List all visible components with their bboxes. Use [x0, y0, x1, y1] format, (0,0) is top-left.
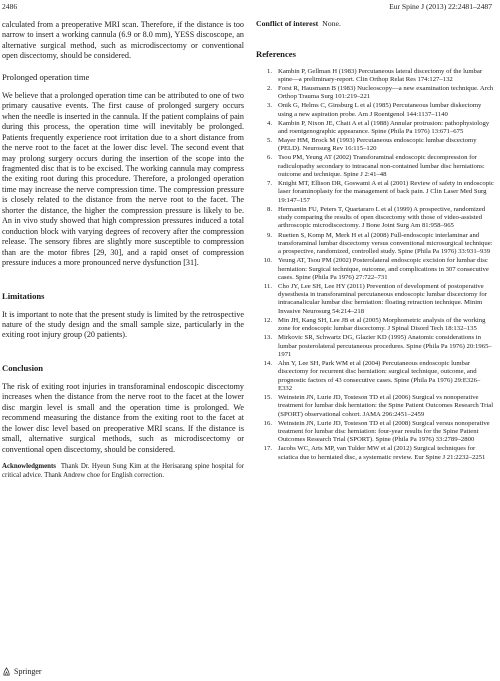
reference-number: 5.: [266, 137, 272, 145]
reference-item: [256, 154, 494, 179]
reference-text: Tsou PM, Yeung AT (2002) Transforaminal endoscopic decompression for radiculopathy secondary to intracanal non-contained lumbar disc herniations: outcome and technique. Spine J 2:41–48: [278, 154, 485, 179]
limitations-heading: Limitations: [2, 290, 45, 301]
reference-list: [256, 68, 494, 462]
reference-number: 12.: [263, 316, 272, 324]
reference-item: [256, 334, 494, 359]
acknowledgments-label: Acknowledgments: [2, 463, 56, 471]
reference-text: Forst R, Hausmann B (1983) Nucleoscopy—a new examination technique. Arch Orthop Trauma Surg 101:219–221: [278, 84, 494, 101]
reference-number: 3.: [266, 102, 272, 110]
citation-31[interactable]: [31]: [183, 258, 197, 268]
reference-text: Ruetten S, Komp M, Merk H et al (2008) Full-endoscopic interlaminar and transforaminal lumbar discectomy versus conventional microsurgical technique: a prospective, randomized, controlled study. Spine (Phila Pa 1976) 33:931–939: [278, 231, 493, 256]
limitations-paragraph: It is important to note that the present study is limited by the retrospective nature of the study design and the small sample size, particularly in the exiting root injury group (20 patients).: [2, 309, 244, 340]
reference-number: 11.: [263, 282, 272, 290]
reference-text: Kambin P, Gellman H (1983) Percutaneous lateral discectomy of the lumbar spine—a preliminary-report. Clin Orthop Relat Res 174:127–132: [278, 67, 483, 83]
reference-item: [256, 360, 494, 393]
page-number: 2486: [2, 2, 18, 11]
prolonged-text-mid: , and a rapid onset of compression pressure induces a more pronounced nerve dysfunction: [2, 247, 244, 268]
reference-text: Cho JY, Lee SH, Lee HY (2011) Prevention of development of postoperative dysesthesia in transforaminal percutaneous endoscopic lumbar discectomy for intracanalicular lumbar disc herniation: floating retraction technique. Minim Invasive Neurosurg 54:214–218: [278, 282, 487, 315]
reference-item: [256, 232, 494, 257]
references-heading: References: [256, 48, 296, 59]
reference-number: 15.: [263, 393, 272, 401]
prolonged-operation-heading: Prolonged operation time: [2, 71, 90, 82]
acknowledgments: [2, 463, 244, 480]
reference-number: 14.: [263, 359, 272, 367]
publisher-name: Springer: [14, 667, 42, 676]
reference-item: [256, 317, 494, 334]
reference-text: Onik G, Helms C, Ginsburg L et al (1985) Percutaneous lumbar diskectomy using a new aspiration probe. Am J Roentgenol 144:1137–1140: [278, 102, 482, 118]
citation-29-30[interactable]: [29, 30]: [93, 247, 122, 257]
running-header: [2, 2, 498, 14]
reference-item: [256, 68, 494, 85]
reference-text: Mirkovic SR, Schwartz DG, Glazier KD (1995) Anatomic considerations in lumbar posterolateral percutaneous procedures. Spine (Phila Pa 1976) 20:1965–1971: [278, 334, 492, 358]
reference-item: [256, 283, 494, 316]
conclusion-paragraph: The risk of exiting root injuries in transforaminal endoscopic discectomy increases when the distance from the nerve root to the facet at the lower disc margin level is small and the operation time is prolonged. We recommend measuring the distance from the exiting root to the facet at the lower disc level based on preoperative MRI scans. If the distance is small, alternative surgical methods, such as microdiscectomy or conventional open discectomy, should be considered.: [2, 381, 244, 454]
reference-item: [256, 137, 494, 154]
acknowledgments-text: Thank Dr. Hyeun Sung Kim at the Herisarang spine hospital for critical advice. Thank Andrew choe for English correction.: [2, 463, 245, 479]
reference-number: 6.: [266, 154, 272, 162]
reference-item: [256, 420, 494, 445]
reference-text: Mayer HM, Brock M (1993) Percutaneous endoscopic lumbar discectomy (PELD). Neurosurg Rev 16:115–120: [278, 137, 477, 153]
reference-number: 10.: [263, 257, 272, 265]
reference-text: Min JH, Kang SH, Lee JB et al (2005) Morphometric analysis of the working zone for endoscopic lumbar discectomy. J Spinal Disord Tech 18:132–135: [278, 316, 486, 333]
publisher-footer: [2, 667, 42, 676]
reference-text: Yeung AT, Tsou PM (2002) Posterolateral endoscopic excision for lumbar disc herniation: Surgical technique, outcome, and complications in 307 consecutive cases. Spine (Phila Pa 1976) 27:722–731: [278, 257, 489, 281]
reference-item: [256, 445, 494, 462]
left-column: [2, 20, 244, 480]
reference-text: Ahn Y, Lee SH, Park WM et al (2004) Percutaneous endoscopic lumbar discectomy for recurrent disc herniation: surgical technique, outcome, and prognostic factors of 43 consecutive cases. Spine (Phila Pa 1976) 29:E326–E332: [278, 359, 481, 392]
reference-text: Knight MT, Ellison DR, Goswami A et al (2001) Review of safety in endoscopic laser foraminoplasty for the management of back pain. J Clin Laser Med Surg 19:147–157: [278, 180, 494, 204]
conflict-text: None.: [322, 19, 341, 28]
prolonged-operation-paragraph: [2, 91, 244, 269]
conflict-of-interest: [256, 20, 494, 29]
reference-number: 2.: [266, 84, 272, 92]
reference-text: Kambin P, Nixon JE, Chait A et al (1988) Annular protrusion: pathophysiology and roentgenographic appearance. Spine (Phila Pa 1976) 13:671–675: [278, 119, 490, 135]
prolonged-text-start: We believe that a prolonged operation time can be attributed to one of two primary causative events. The first cause of prolonged surgery occurs when the needle is inserted in the cannula. If the patient complains of pain during this process, the operation time will inevitably be prolonged. Patients frequently experience root irritation due to a short distance from the nerve root to the facet at the lower disc level. The second event that may prolong surgery occurs during the insertion of the scope into the fragmented disc that is to be excised. The working cannula may compress the exiting root during this procedure. Therefore, a prolonged operation time may increase the nerve compression time. The compression pressure is closely related to the distance from the nerve root to the facet. The shorter the distance, the higher the compression pressure is likely to be. An in vivo study showed that high compression pressures induced a total conduction block with varying degrees of recovery after the compression release. The sensory fibres are slightly more susceptible to compression than are the motor fibres: [2, 90, 244, 257]
reference-text: Weinstein JN, Lurie JD, Tosteson TD et al (2008) Surgical versus nonoperative treatment for lumbar disc herniation: four-year results for the Spine Patient Outcomes Research Trial (SPORT). Spine (Phila Pa 1976) 33:2789–2800: [278, 419, 490, 444]
reference-item: [256, 85, 494, 102]
reference-item: [256, 102, 494, 119]
reference-number: 8.: [266, 205, 272, 213]
reference-number: 1.: [266, 67, 272, 75]
reference-number: 4.: [266, 119, 272, 127]
reference-number: 16.: [263, 419, 272, 427]
intro-paragraph: calculated from a preoperative MRI scan. Therefore, if the distance is too narrow to insert a working cannula (6.9 or 8.0 mm), YESS discoscope, an alternative surgical method, such as microdiscectomy or conventional open discectomy, should be considered.: [2, 20, 244, 61]
reference-number: 17.: [263, 445, 272, 453]
springer-logo-icon: [2, 667, 11, 676]
reference-item: [256, 394, 494, 419]
journal-citation: Eur Spine J (2013) 22:2481–2487: [389, 2, 492, 11]
conflict-label: Conflict of interest: [256, 19, 319, 28]
conclusion-heading: Conclusion: [2, 362, 44, 373]
reference-item: [256, 257, 494, 282]
reference-number: 9.: [266, 231, 272, 239]
right-column: [256, 20, 494, 463]
reference-number: 13.: [263, 334, 272, 342]
reference-text: Weinstein JN, Lurie JD, Tosteson TD et al (2006) Surgical vs nonoperative treatment for lumbar disk herniation: the Spine Patient Outcomes Research Trial (SPORT) observational cohort. JAMA 296:2451–2459: [278, 393, 494, 418]
reference-item: [256, 180, 494, 205]
reference-text: Jacobs WC, Arts MP, van Tulder MW et al (2012) Surgical techniques for sciatica due to herniated disc, a systematic review. Eur Spine J 21:2232–2251: [278, 445, 486, 461]
reference-item: [256, 206, 494, 231]
reference-item: [256, 120, 494, 137]
reference-text: Hermantin FU, Peters T, Quartararo L et al (1999) A prospective, randomized study comparing the results of open discectomy with those of video-assisted arthroscopic microdiscectomy. J Bone Joint Surg Am 81:958–965: [278, 205, 486, 230]
reference-number: 7.: [266, 180, 272, 188]
prolonged-text-end: .: [196, 258, 199, 268]
